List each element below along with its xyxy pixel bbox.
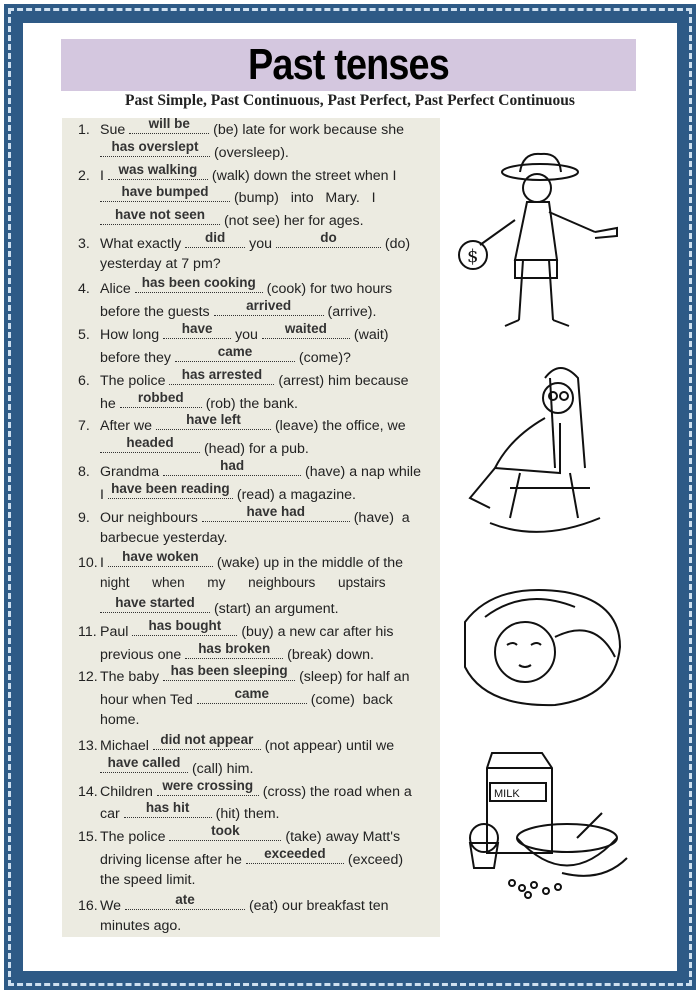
item-text: (cross) the road when a: [262, 784, 412, 800]
answer-text: took: [211, 823, 240, 838]
answer-text: has arrested: [181, 367, 263, 382]
list-item: [100, 872, 195, 888]
item-number: 3.: [78, 236, 90, 252]
item-number: 12.: [78, 669, 98, 685]
item-text: (take) away Matt's: [285, 829, 401, 845]
list-item: [100, 800, 280, 822]
answer-blank[interactable]: [100, 207, 220, 225]
item-text: (hit) them.: [215, 806, 280, 822]
item-number: 8.: [78, 464, 90, 480]
list-item: [100, 530, 228, 546]
list-item: [78, 504, 410, 526]
item-text: Michael: [100, 738, 149, 754]
answer-text: have not seen: [114, 207, 206, 222]
item-text: home.: [100, 712, 140, 728]
item-number: 15.: [78, 829, 98, 845]
item-text: (be) late for work because she: [213, 122, 404, 138]
item-text: We: [100, 898, 122, 914]
list-item: [78, 367, 409, 389]
item-text: Our neighbours: [100, 510, 198, 526]
answer-text: had: [220, 458, 245, 473]
list-item: [78, 778, 412, 800]
answer-text: will be: [148, 116, 190, 131]
answer-text: was walking: [118, 162, 198, 177]
list-item: [100, 575, 386, 591]
answer-text: did not appear: [160, 732, 254, 747]
list-item: [78, 230, 411, 252]
item-text: (bump) into Mary. I: [233, 190, 376, 206]
item-text: (start) an argument.: [213, 601, 339, 617]
item-text: driving license after he: [100, 852, 242, 868]
item-text: yesterday at 7 pm?: [100, 256, 221, 272]
item-number: 4.: [78, 281, 90, 297]
item-text: (oversleep).: [213, 145, 289, 161]
answer-blank[interactable]: [132, 618, 237, 636]
list-item: [78, 732, 395, 754]
answer-text: have started: [115, 595, 195, 610]
answer-text: came: [217, 344, 253, 359]
list-item: [100, 435, 309, 457]
list-item: [78, 412, 406, 434]
list-item: [100, 298, 377, 320]
answer-blank[interactable]: [100, 435, 200, 453]
page-title: Past tenses: [248, 40, 449, 89]
list-item: [78, 162, 397, 184]
item-text: (rob) the bank.: [205, 396, 298, 412]
item-text: previous one: [100, 647, 182, 663]
list-item: [78, 275, 393, 297]
answer-text: were crossing: [162, 778, 254, 793]
answer-blank[interactable]: [175, 344, 295, 362]
item-text: (read) a magazine.: [236, 487, 356, 503]
item-text: (eat) our breakfast ten: [248, 898, 389, 914]
answer-blank[interactable]: [214, 298, 324, 316]
answer-blank[interactable]: [100, 139, 210, 157]
answer-blank[interactable]: [100, 184, 230, 202]
item-number: 14.: [78, 784, 98, 800]
item-text: (have) a: [353, 510, 410, 526]
item-text: (have) a nap while: [305, 464, 421, 480]
answer-blank[interactable]: [202, 504, 350, 522]
list-item: [78, 663, 410, 685]
list-item: [78, 321, 389, 343]
answer-text: have had: [246, 504, 306, 519]
item-text: (sleep) for half an: [299, 669, 410, 685]
item-text: (wake) up in the middle of the: [216, 555, 403, 571]
item-text: After we: [100, 418, 153, 434]
answer-text: have woken: [122, 549, 199, 564]
item-text: (do): [384, 236, 411, 252]
answer-blank[interactable]: [108, 162, 208, 180]
answer-blank[interactable]: [197, 686, 307, 704]
list-item: [78, 549, 403, 571]
item-number: 6.: [78, 373, 90, 389]
list-item: [78, 823, 401, 845]
item-text: I: [100, 168, 104, 184]
answer-blank[interactable]: [100, 595, 210, 613]
answer-blank[interactable]: [153, 732, 261, 750]
item-text: (cook) for two hours: [266, 281, 393, 297]
answer-text: ate: [175, 892, 195, 907]
item-text: (not see) her for ages.: [223, 213, 364, 229]
item-number: 7.: [78, 418, 90, 434]
item-text: hour when Ted: [100, 692, 193, 708]
list-item: [100, 390, 298, 412]
grandma-rocking-chair-drawing: [450, 358, 620, 543]
answer-blank[interactable]: [100, 755, 188, 773]
answer-text: headed: [126, 435, 174, 450]
answer-blank[interactable]: [157, 778, 259, 796]
answer-text: came: [234, 686, 270, 701]
answer-text: has overslept: [111, 139, 199, 154]
answer-text: have left: [186, 412, 241, 427]
answer-text: exceeded: [264, 846, 326, 861]
answer-text: have called: [107, 755, 181, 770]
item-text: How long: [100, 327, 160, 343]
answer-text: have been reading: [111, 481, 230, 496]
item-text: The police: [100, 829, 166, 845]
item-text: he: [100, 396, 116, 412]
list-item: [100, 595, 339, 617]
answer-blank[interactable]: [125, 892, 245, 910]
item-text: night when my neighbours upstairs: [100, 575, 386, 590]
item-number: 11.: [78, 624, 97, 640]
svg-text:MILK: MILK: [494, 788, 520, 800]
answer-blank[interactable]: [124, 800, 212, 818]
answer-blank[interactable]: [156, 412, 271, 430]
list-item: [78, 458, 421, 480]
item-text: car: [100, 806, 120, 822]
item-text: I: [100, 555, 104, 571]
sleeping-baby-drawing: [455, 577, 630, 712]
answer-blank[interactable]: [246, 846, 344, 864]
answer-blank[interactable]: [163, 458, 301, 476]
item-text: I: [100, 487, 104, 503]
svg-text:$: $: [467, 246, 479, 267]
item-text: (exceed): [347, 852, 404, 868]
answer-text: have bumped: [121, 184, 209, 199]
list-item: [78, 116, 404, 138]
item-text: Sue: [100, 122, 126, 138]
answer-text: have: [181, 321, 213, 336]
answer-text: do: [320, 230, 337, 245]
answer-text: waited: [284, 321, 327, 336]
item-text: What exactly: [100, 236, 182, 252]
item-text: (break) down.: [287, 647, 374, 663]
item-text: The police: [100, 373, 166, 389]
answer-blank[interactable]: [163, 321, 231, 339]
item-number: 5.: [78, 327, 90, 343]
cowboy-robber-drawing: [445, 150, 625, 340]
list-item: [100, 481, 356, 503]
item-number: 13.: [78, 738, 98, 754]
item-text: Paul: [100, 624, 129, 640]
item-number: 1.: [78, 122, 90, 138]
list-item: [78, 618, 394, 640]
item-text: the speed limit.: [100, 872, 196, 888]
item-text: (buy) a new car after his: [241, 624, 394, 640]
answer-blank[interactable]: [108, 549, 213, 567]
answer-blank[interactable]: [120, 390, 202, 408]
answer-blank[interactable]: [135, 275, 263, 293]
answer-text: has hit: [145, 800, 190, 815]
item-text: (leave) the office, we: [274, 418, 406, 434]
answer-blank[interactable]: [169, 823, 281, 841]
list-item: [100, 344, 351, 366]
item-text: (not appear) until we: [264, 738, 395, 754]
answer-text: has bought: [148, 618, 222, 633]
item-text: The baby: [100, 669, 160, 685]
item-number: 2.: [78, 168, 90, 184]
item-text: minutes ago.: [100, 918, 182, 934]
item-text: you: [249, 236, 272, 252]
item-text: (come)?: [298, 350, 351, 366]
item-text: (come) back: [310, 692, 393, 708]
item-number: 16.: [78, 898, 98, 914]
answer-text: robbed: [137, 390, 184, 405]
item-text: (wait): [353, 327, 389, 343]
answer-blank[interactable]: [185, 230, 245, 248]
item-text: (call) him.: [191, 761, 254, 777]
list-item: [100, 256, 221, 272]
answer-blank[interactable]: [108, 481, 233, 499]
answer-text: arrived: [246, 298, 292, 313]
list-item: [100, 207, 364, 229]
item-text: Grandma: [100, 464, 160, 480]
answer-blank[interactable]: [262, 321, 350, 339]
answer-blank[interactable]: [169, 367, 274, 385]
item-text: barbecue yesterday.: [100, 530, 228, 546]
item-text: (head) for a pub.: [203, 441, 309, 457]
answer-blank[interactable]: [129, 116, 209, 134]
list-item: [100, 712, 139, 728]
item-text: Children: [100, 784, 153, 800]
item-text: before the guests: [100, 304, 210, 320]
list-item: [100, 686, 393, 708]
item-text: (arrest) him because: [278, 373, 409, 389]
answer-text: has broken: [198, 641, 271, 656]
answer-blank[interactable]: [276, 230, 381, 248]
item-number: 10.: [78, 555, 98, 571]
item-text: before they: [100, 350, 171, 366]
answer-blank[interactable]: [185, 641, 283, 659]
list-item: [100, 184, 376, 206]
list-item: [100, 918, 181, 934]
answer-text: has been cooking: [141, 275, 256, 290]
item-text: (arrive).: [327, 304, 377, 320]
page-subtitle: Past Simple, Past Continuous, Past Perfect, Past Perfect Continuous: [125, 92, 575, 109]
breakfast-drawing: [462, 743, 632, 903]
answer-blank[interactable]: [163, 663, 295, 681]
item-number: 9.: [78, 510, 90, 526]
list-item: [100, 641, 374, 663]
item-text: (walk) down the street when I: [211, 168, 397, 184]
list-item: [100, 846, 404, 868]
answer-text: has been sleeping: [170, 663, 288, 678]
answer-text: did: [205, 230, 226, 245]
item-text: Alice: [100, 281, 131, 297]
list-item: [78, 892, 389, 914]
list-item: [100, 755, 254, 777]
list-item: [100, 139, 289, 161]
item-text: you: [235, 327, 258, 343]
